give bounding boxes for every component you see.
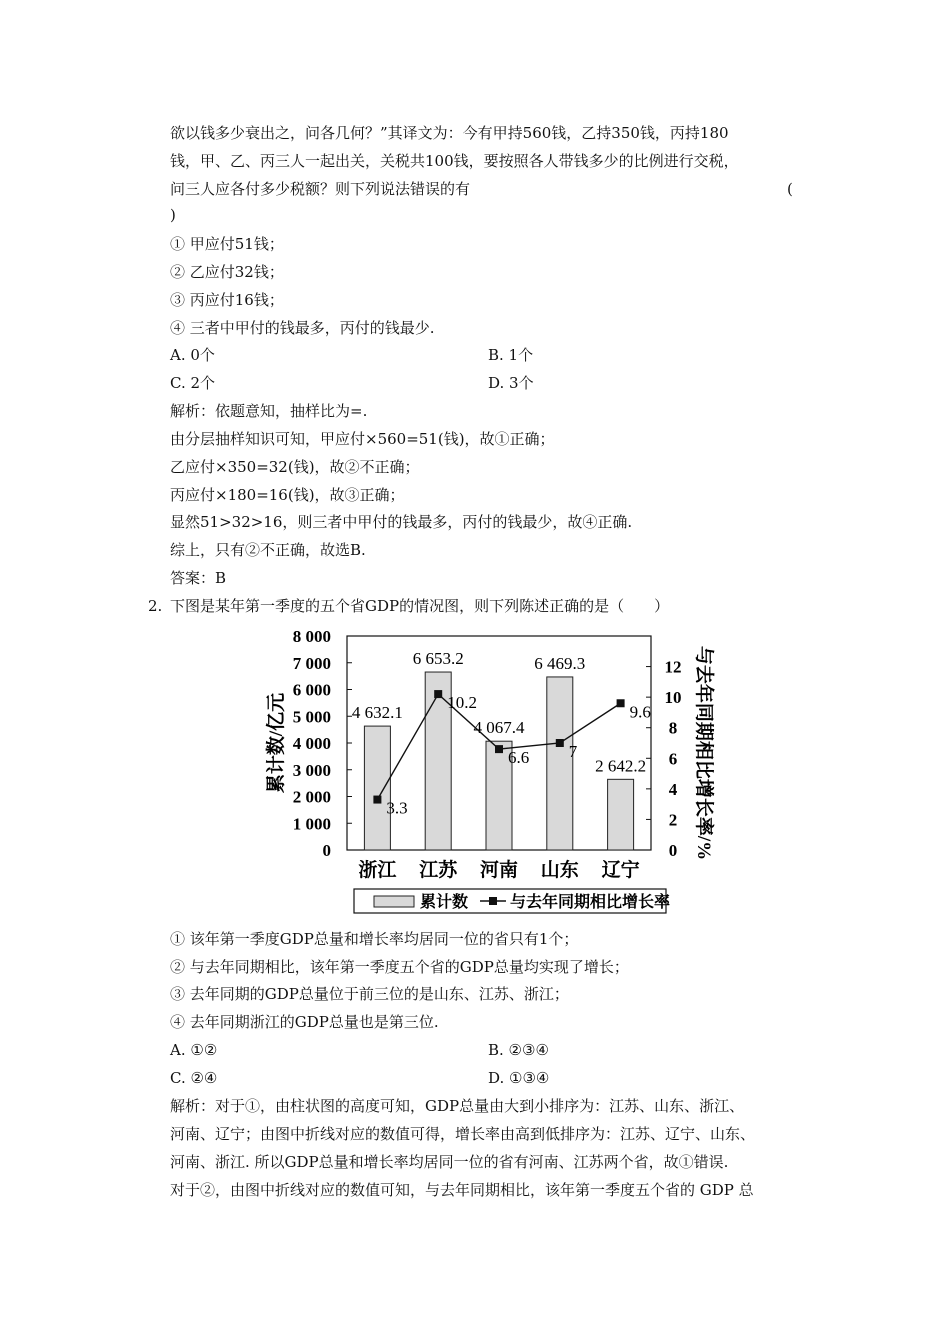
bar-value-label: 4 067.4 — [473, 718, 525, 738]
y2-tick-label: 12 — [664, 657, 682, 677]
q1-analysis-3: 乙应付×350=32(钱)，故②不正确； — [170, 458, 420, 476]
y2-axis-title: 与去年同期相比增长率/% — [693, 645, 714, 861]
y2-tick-label: 2 — [668, 810, 678, 830]
y-tick-label: 5 000 — [292, 707, 331, 727]
bar-value-label: 6 469.3 — [534, 653, 586, 673]
q1-statement-4: ④ 三者中甲付的钱最多，丙付的钱最少. — [170, 319, 435, 337]
q1-option-c: C. 2个 — [170, 374, 216, 392]
q2-number: 2. — [148, 597, 163, 615]
y-tick-label: 6 000 — [292, 680, 331, 700]
bar-value-label: 6 653.2 — [412, 649, 464, 669]
q1-analysis-5: 显然51>32>16，则三者中甲付的钱最多，丙付的钱最少，故④正确. — [170, 513, 633, 531]
y2-tick-label: 6 — [668, 749, 678, 769]
growth-rate-point — [434, 690, 442, 698]
q2-option-d: D. ①③④ — [488, 1069, 550, 1087]
y-axis-title: 累计数/亿元 — [266, 692, 287, 794]
category-label: 浙江 — [358, 860, 397, 881]
y-tick-label: 3 000 — [292, 760, 331, 780]
y-tick-label: 8 000 — [292, 627, 331, 646]
answer-paren-close: ) — [170, 206, 176, 224]
q2-option-a: A. ①② — [170, 1041, 218, 1059]
category-label: 河南 — [479, 860, 519, 881]
bar-value-label: 2 642.2 — [595, 756, 647, 776]
q1-text-line-2: 钱，甲、乙、丙三人一起出关，关税共100钱，要按照各人带钱多少的比例进行交税， — [170, 152, 739, 170]
q2-statement-1: ① 该年第一季度GDP总量和增长率均居同一位的省只有1个； — [170, 930, 579, 948]
category-label: 辽宁 — [601, 860, 640, 881]
category-label: 山东 — [540, 860, 579, 881]
q1-option-b: B. 1个 — [488, 346, 534, 364]
q1-statement-1: ① 甲应付51钱； — [170, 235, 284, 253]
category-label: 江苏 — [419, 860, 458, 881]
growth-rate-label: 10.2 — [447, 693, 477, 713]
q2-statement-4: ④ 去年同期浙江的GDP总量也是第三位. — [170, 1013, 439, 1031]
bar-value-label: 4 632.1 — [351, 703, 403, 723]
bar-3 — [547, 677, 573, 850]
y-tick-label: 7 000 — [292, 653, 331, 673]
q2-statement-2: ② 与去年同期相比，该年第一季度五个省的GDP总量均实现了增长； — [170, 958, 629, 976]
q1-analysis-4: 丙应付×180=16(钱)，故③正确； — [170, 486, 405, 504]
q2-stem: 下图是某年第一季度的五个省GDP的情况图，则下列陈述正确的是（ ） — [170, 597, 670, 615]
q1-text-line-3: 问三人应各付多少税额？则下列说法错误的有 — [170, 180, 471, 198]
bar-0 — [364, 726, 390, 850]
growth-rate-point — [373, 796, 381, 804]
q1-answer: 答案：B — [170, 569, 227, 587]
growth-rate-point — [495, 745, 503, 753]
q1-analysis-6: 综上，只有②不正确，故选B. — [170, 541, 366, 559]
legend-bar-swatch — [374, 896, 414, 907]
q1-option-d: D. 3个 — [488, 374, 534, 392]
y-tick-label: 0 — [322, 841, 331, 860]
y-tick-label: 4 000 — [292, 734, 331, 753]
y2-tick-label: 10 — [664, 688, 682, 708]
growth-rate-label: 7 — [568, 742, 578, 761]
y-tick-label: 2 000 — [292, 787, 331, 807]
q2-analysis-4: 对于②，由图中折线对应的数值可知，与去年同期相比，该年第一季度五个省的 GDP 总 — [170, 1181, 754, 1199]
y2-tick-label: 8 — [668, 718, 678, 738]
legend-line-label: 与去年同期相比增长率 — [510, 894, 671, 911]
growth-rate-point — [556, 739, 564, 747]
q2-analysis-3: 河南、浙江. 所以GDP总量和增长率均居同一位的省有河南、江苏两个省，故①错误. — [170, 1153, 729, 1171]
y2-tick-label: 4 — [668, 779, 678, 799]
q2-option-c: C. ②④ — [170, 1069, 218, 1087]
q1-statement-2: ② 乙应付32钱； — [170, 263, 284, 281]
legend-bar-label: 累计数 — [420, 894, 469, 911]
q1-option-a: A. 0个 — [170, 346, 215, 364]
q1-statement-3: ③ 丙应付16钱； — [170, 291, 284, 309]
legend-line-marker — [489, 897, 497, 905]
growth-rate-label: 6.6 — [508, 748, 530, 768]
q2-analysis-1: 解析：对于①，由柱状图的高度可知，GDP总量由大到小排序为：江苏、山东、浙江、 — [170, 1097, 745, 1115]
q1-text-line-1: 欲以钱多少衰出之，问各几何？”其译文为：今有甲持560钱，乙持350钱，丙持180 — [170, 124, 729, 142]
y2-tick-label: 0 — [668, 841, 678, 860]
answer-paren-open: ( — [787, 180, 793, 198]
q2-analysis-2: 河南、辽宁；由图中折线对应的数值可得，增长率由高到低排序为：江苏、辽宁、山东、 — [170, 1125, 756, 1143]
q1-analysis-2: 由分层抽样知识可知，甲应付×560=51(钱)，故①正确； — [170, 430, 555, 448]
growth-rate-label: 9.6 — [629, 702, 651, 722]
bar-4 — [608, 779, 634, 850]
growth-rate-label: 3.3 — [386, 798, 408, 818]
growth-rate-point — [617, 699, 625, 707]
y-tick-label: 1 000 — [292, 814, 331, 834]
q1-analysis-1: 解析：依题意知，抽样比为=. — [170, 402, 368, 420]
q2-option-b: B. ②③④ — [488, 1041, 549, 1059]
q2-statement-3: ③ 去年同期的GDP总量位于前三位的是山东、江苏、浙江； — [170, 985, 569, 1003]
